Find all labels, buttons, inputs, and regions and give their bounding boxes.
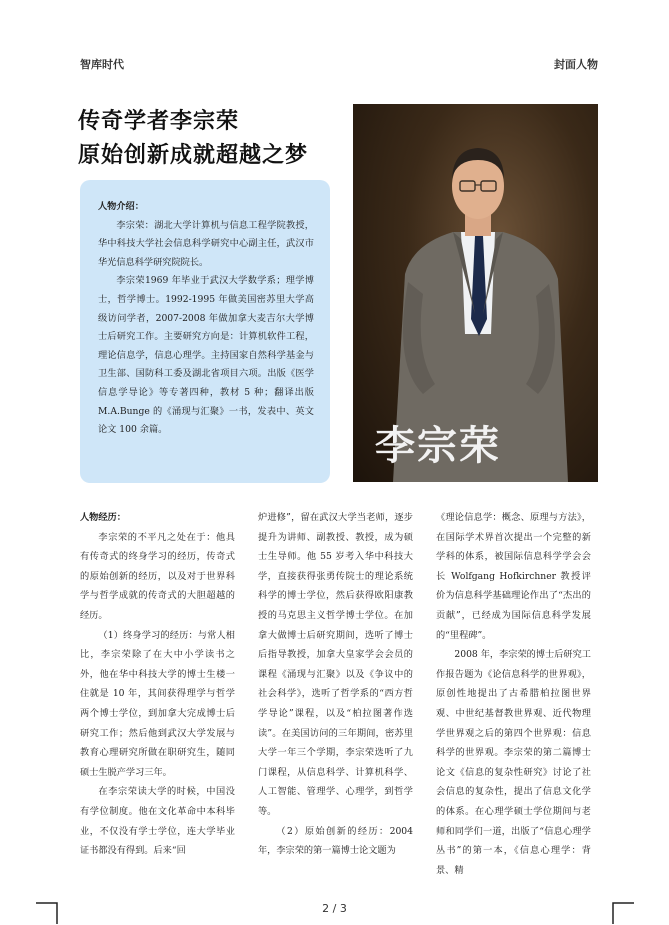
- title-line-1: 传奇学者李宗荣: [78, 109, 240, 134]
- portrait-photo: [353, 104, 598, 482]
- photo-name-overlay: 李宗荣: [375, 422, 501, 469]
- profile-paragraph-2: 李宗荣1969 年毕业于武汉大学数学系；理学博士，哲学博士。1992-1995 年做美国密苏里大学高级访问学者，2007-2008 年做加拿大麦吉尔大学博士后研究工作。主要研究方向是：计算机软件工程，理论信息学，信息心理学。主持国家自然科学基金与卫生部、国防科工委及湖北省项目六项。出版《医学信息学导论》等专著四种，教材 5 种；翻译出版 M.A.Bunge 的《涌现与汇聚》一书，发表中、英文论文 100 余篇。: [98, 275, 314, 436]
- article-column-1: [80, 508, 235, 861]
- page-number: 2 / 3: [322, 902, 347, 915]
- crop-mark-icon: [36, 902, 58, 924]
- crop-mark-icon: [612, 902, 634, 924]
- article-column-3: [436, 508, 591, 880]
- column-2-continuation: 炉进修”，留在武汉大学当老师，逐步提升为讲师、副教授、教授，成为硕士生导师。他 55 岁考入华中科技大学，直接获得张勇传院士的理论系统科学的博士学位，然后获得欧阳康教授的马克思主义哲学博士学位。在加拿大做博士后研究期间，选听了博士后指导教授，加拿大皇家学会会员的课程《涌现与汇聚》以及《争议中的社会科学》，选听了哲学系的“西方哲学导论”课程，以及“柏拉图著作选读”。在美国访问的三年期间，密苏里大学一年三个学期，李宗荣选听了九门课程，从信息科学、计算机科学、人工智能、管理学、心理学，到哲学等。: [258, 512, 413, 817]
- column-3-paragraph: 2008 年，李宗荣的博士后研究工作报告题为《论信息科学的世界观》，原创性地提出了古希腊柏拉图世界观、中世纪基督教世界观、近代物理学世界观之后的第四个世界观：信息科学的世界观。李宗荣的第二篇博士论文《信息的复杂性研究》讨论了社会信息的复杂性，提出了信息文化学的体系。在心理学硕士学位期间与老师和同学们一道，出版了“信息心理学丛书”的第一本，《信息心理学：背景、精: [436, 649, 591, 876]
- article-column-2: [258, 508, 413, 861]
- column-1-paragraph: 李宗荣的不平凡之处在于：他具有传奇式的终身学习的经历，传奇式的原始创新的经历，以及对于世界科学与哲学成就的传奇式的大胆超越的经历。: [80, 531, 235, 621]
- header-left: 智库时代: [80, 58, 124, 71]
- column-3-continuation: 《理论信息学：概念、原理与方法》，在国际学术界首次提出一个完整的新学科的体系，被国际信息科学学会会长 Wolfgang Hofkirchner 教授评价为信息科学基础理论作出了“杰出的贡献”，已经成为国际信息科学发展的“里程碑”。: [436, 512, 591, 641]
- column-2-paragraph: （2）原始创新的经历：2004年，李宗荣的第一篇博士论文题为: [258, 825, 413, 857]
- profile-text: [98, 198, 314, 440]
- column-1-paragraph: 在李宗荣读大学的时候，中国没有学位制度。他在文化革命中本科毕业，不仅没有学士学位，连大学毕业证书都没有得到。后来“回: [80, 786, 235, 857]
- column-1-paragraph: （1）终身学习的经历：与常人相比，李宗荣除了在大中小学读书之外，他在华中科技大学的博士生楼一住就是 10 年，其间获得理学与哲学两个博士学位，到加拿大完成博士后研究工作；然后他到武汉大学发展与教育心理研究所做在职研究生，随同硕士生脱产学习三年。: [80, 629, 235, 778]
- profile-heading: 人物介绍：: [98, 201, 144, 212]
- article-heading: 人物经历：: [80, 512, 126, 523]
- profile-paragraph-1: 李宗荣：湖北大学计算机与信息工程学院教授，华中科技大学社会信息科学研究中心副主任，武汉市华光信息科学研究院院长。: [98, 219, 314, 268]
- title-line-2: 原始创新成就超越之梦: [78, 143, 309, 168]
- header-right: 封面人物: [554, 58, 598, 71]
